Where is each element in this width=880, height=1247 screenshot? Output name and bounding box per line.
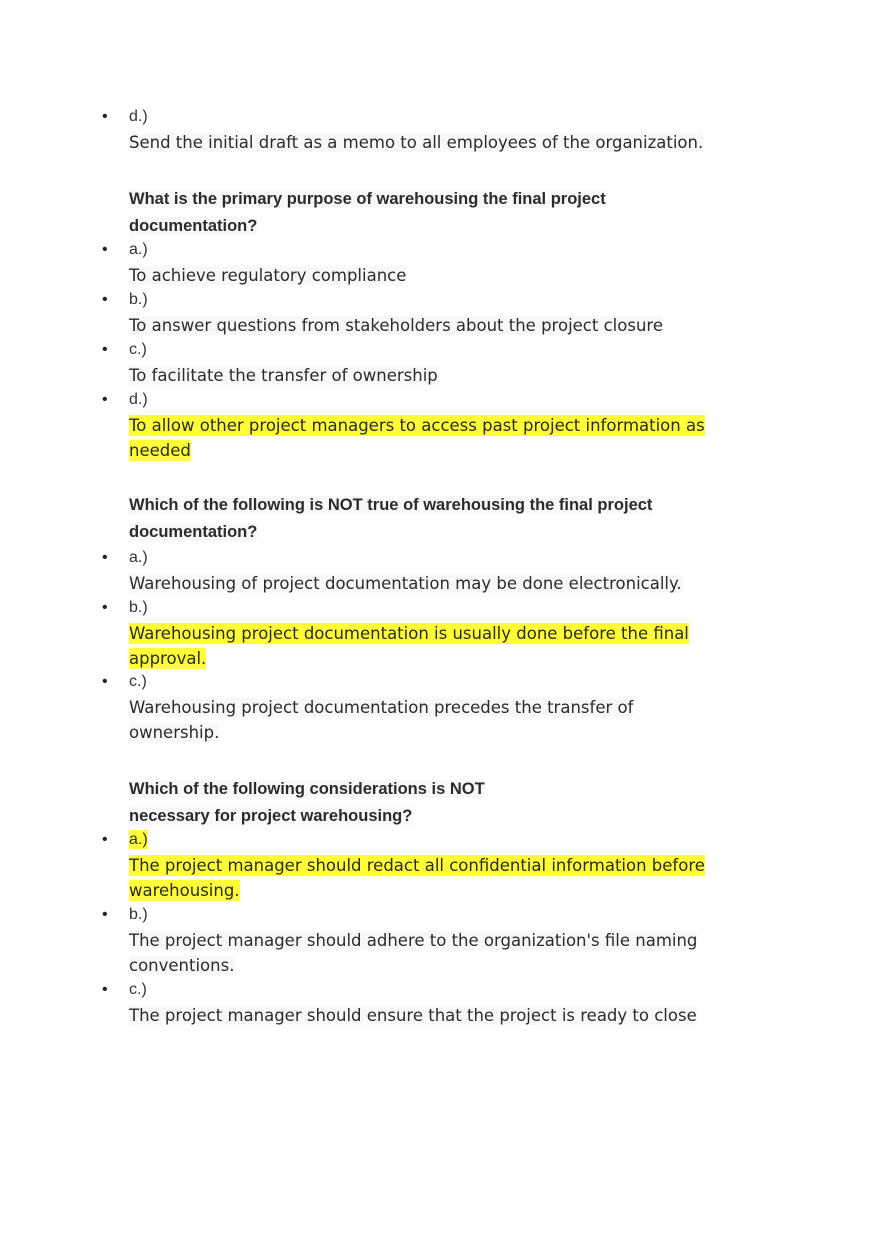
option-letter: a.) — [129, 241, 148, 258]
bullet-icon: • — [102, 831, 108, 848]
bullet-icon: • — [102, 549, 108, 566]
option-text: To answer questions from stakeholders about the project closure — [129, 316, 663, 335]
bullet-icon: • — [102, 291, 108, 308]
option-text: The project manager should ensure that the project is ready to close — [129, 1006, 697, 1025]
option-letter: d.) — [129, 391, 148, 408]
bullet-icon: • — [102, 981, 108, 998]
bullet-icon: • — [102, 906, 108, 923]
bullet-icon: • — [102, 673, 108, 690]
option-text: Send the initial draft as a memo to all employees of the organization. — [129, 133, 704, 152]
bullet-icon: • — [102, 391, 108, 408]
question-text: What is the primary purpose of warehousing the final project documentation? — [129, 190, 606, 235]
bullet-icon: • — [102, 241, 108, 258]
bullet-icon: • — [102, 341, 108, 358]
question-text: Which of the following is NOT true of warehousing the final project documentation? — [129, 496, 653, 541]
option-text-highlighted: To allow other project managers to access past project information as needed — [129, 416, 705, 460]
option-text: Warehousing project documentation precedes the transfer of ownership. — [129, 698, 634, 742]
question-text: Which of the following considerations is NOT necessary for project warehousing? — [129, 780, 485, 825]
option-letter: a.) — [129, 831, 148, 848]
option-letter: c.) — [129, 981, 147, 998]
option-text-highlighted: Warehousing project documentation is usually done before the final approval. — [129, 624, 689, 668]
option-letter: b.) — [129, 599, 148, 616]
bullet-icon: • — [102, 599, 108, 616]
option-letter: c.) — [129, 341, 147, 358]
option-letter: c.) — [129, 673, 147, 690]
option-letter: b.) — [129, 291, 148, 308]
option-text: To facilitate the transfer of ownership — [129, 366, 438, 385]
option-letter: d.) — [129, 108, 148, 125]
option-letter: b.) — [129, 906, 148, 923]
option-text: The project manager should adhere to the organization's file naming conventions. — [129, 931, 698, 975]
option-text: Warehousing of project documentation may be done electronically. — [129, 574, 682, 593]
bullet-icon: • — [102, 108, 108, 125]
option-text-highlighted: The project manager should redact all confidential information before warehousing. — [129, 856, 705, 900]
option-text: To achieve regulatory compliance — [129, 266, 407, 285]
option-letter: a.) — [129, 549, 148, 566]
